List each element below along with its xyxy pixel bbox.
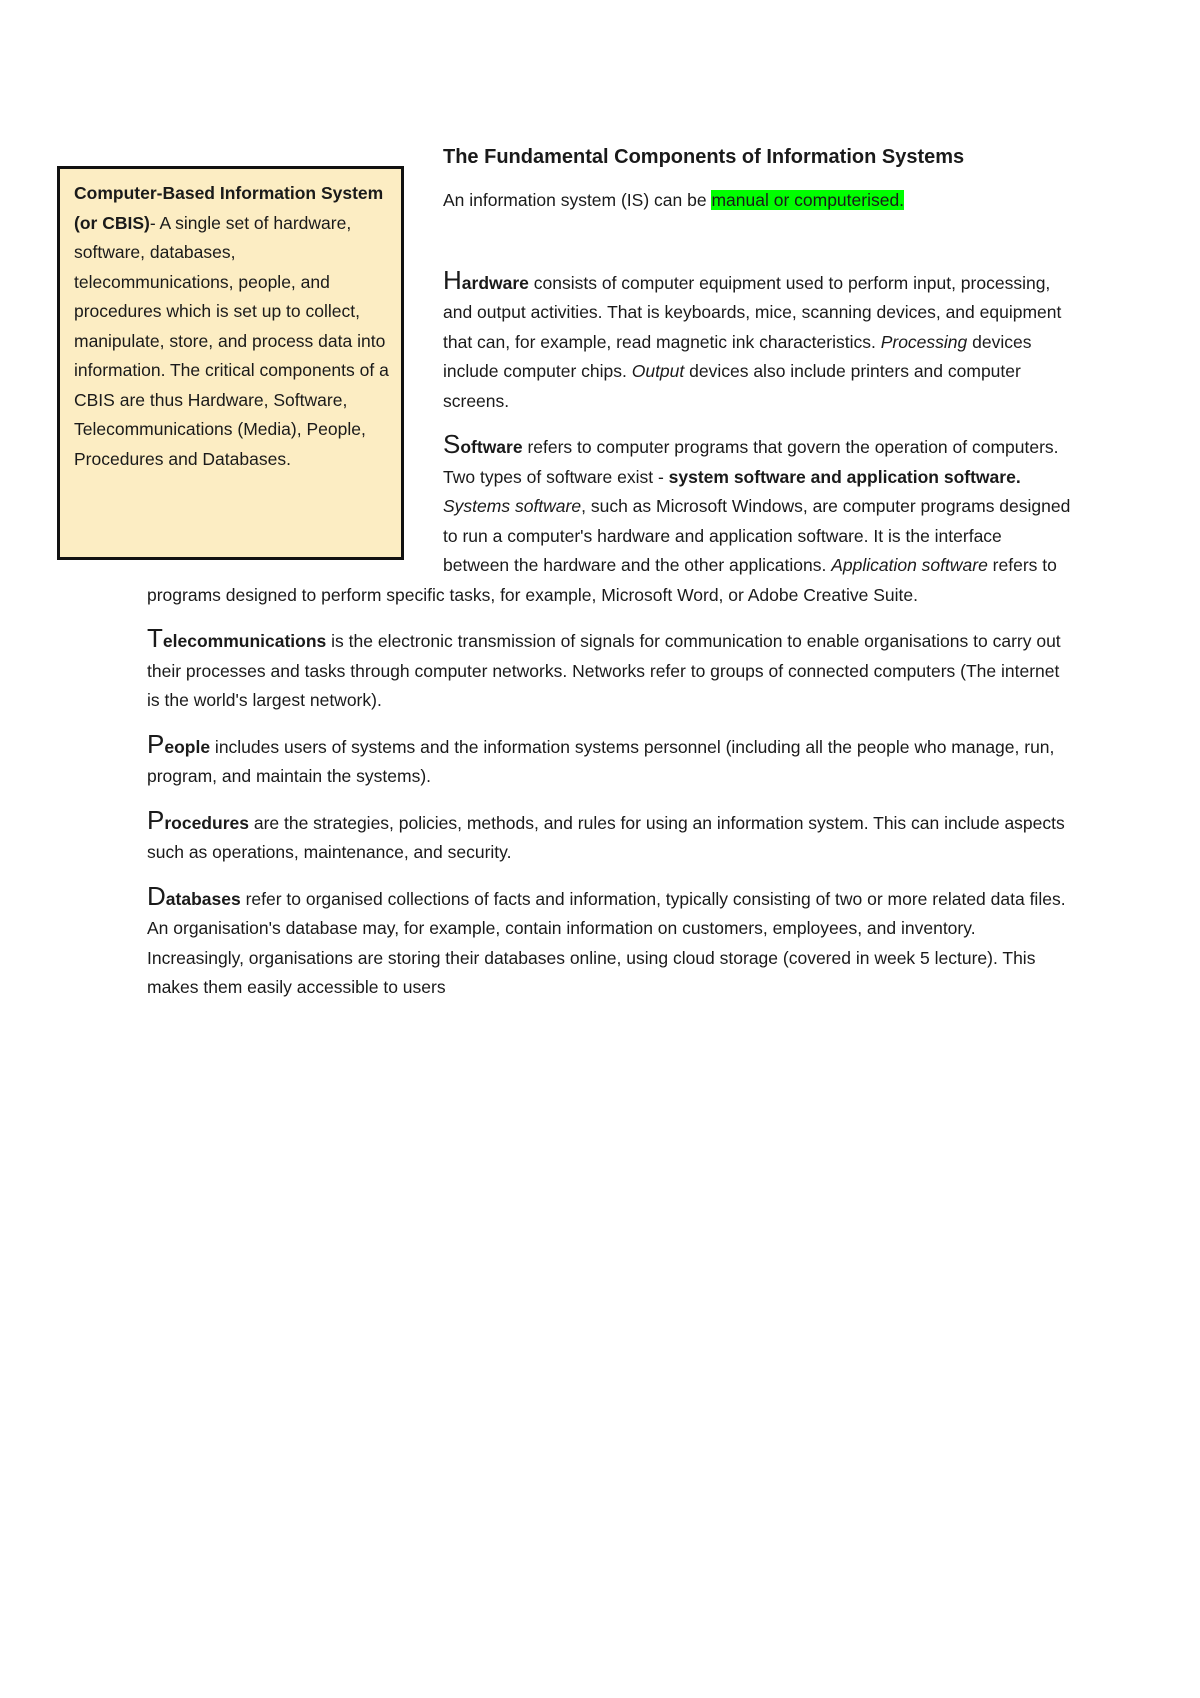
databases-initial: D — [147, 880, 166, 911]
procedures-term — [147, 804, 249, 835]
people-initial: P — [147, 728, 165, 759]
cbis-definition: - A single set of hardware, software, databases, telecommunications, people, and procedures which is set up to collect, manipulate, store, and process data into information. The critical components of a CBIS are thus Hardware, Software, Telecommunications (Media), People, Procedures and Databases. — [74, 212, 389, 469]
hardware-term-rest: ardware — [461, 272, 529, 293]
software-term — [443, 429, 523, 459]
hardware-italic-processing: Processing — [880, 331, 968, 352]
people-term-rest: eople — [164, 736, 211, 757]
procedures-term-rest: rocedures — [164, 812, 249, 833]
telecommunications-term — [147, 623, 327, 653]
telecommunications-initial: T — [147, 623, 163, 653]
procedures-initial: P — [147, 804, 165, 835]
databases-term — [147, 880, 241, 911]
procedures-text: are the strategies, policies, methods, and rules for using an information system. This can include aspects such as operations, maintenance, and security. — [147, 812, 1065, 862]
main-content — [147, 142, 1072, 1017]
software-term-rest: oftware — [460, 437, 523, 457]
procedures-paragraph — [147, 806, 1072, 868]
software-text-4: refers to programs designed to perform specific tasks, for example, Microsoft Word, or Adobe Creative Suite. — [147, 555, 1057, 605]
page-title: The Fundamental Components of Information Systems — [443, 146, 965, 168]
people-term — [147, 728, 211, 759]
software-text-3: , such as Microsoft Windows, are computer programs designed to run a computer's hardware and application software. It is the interface between the hardware and the other applications. — [443, 496, 1071, 575]
telecommunications-paragraph — [147, 624, 1072, 716]
hardware-text-3: devices also include printers and computer screens. — [443, 361, 1021, 411]
box-wrap-spacer — [147, 142, 443, 560]
hardware-term — [443, 264, 529, 295]
intro-highlight: manual or computerised. — [711, 190, 905, 210]
software-bold-types: system software and application software. — [668, 466, 1021, 487]
telecommunications-term-rest: elecommunications — [162, 631, 327, 651]
software-text-1: refers to computer programs that govern the operation of computers. Two types of software exist - — [443, 437, 1059, 487]
cbis-term: Computer-Based Information System (or CBIS) — [74, 183, 384, 233]
intro-text: An information system (IS) can be — [443, 190, 712, 210]
hardware-text-2: devices include computer chips. — [443, 331, 1032, 381]
software-italic-application: Application software — [831, 555, 988, 575]
databases-text: refer to organised collections of facts and information, typically consisting of two or more related data files. An organisation's database may, for example, contain information on customers, employees, and inventory. Increasingly, organisations are storing their databases online, using cloud storage (covered in week 5 lecture). This makes them easily accessible to users — [147, 888, 1066, 997]
software-initial: S — [443, 429, 461, 459]
hardware-text-1: consists of computer equipment used to perform input, processing, and output activities. That is keyboards, mice, scanning devices, and equipment that can, for example, read magnetic ink characteristics. — [443, 272, 1062, 352]
telecommunications-text: is the electronic transmission of signals for communication to enable organisations to carry out their processes and tasks through computer networks. Networks refer to groups of connected computers (The internet is the world's largest network). — [147, 631, 1061, 710]
people-paragraph — [147, 730, 1072, 792]
databases-paragraph — [147, 882, 1072, 1003]
hardware-italic-output: Output — [631, 361, 685, 381]
people-text: includes users of systems and the information systems personnel (including all the people who manage, run, program, and maintain the systems). — [147, 736, 1055, 786]
software-italic-systems: Systems software — [443, 496, 582, 516]
hardware-initial: H — [443, 264, 462, 295]
databases-term-rest: atabases — [165, 888, 241, 909]
